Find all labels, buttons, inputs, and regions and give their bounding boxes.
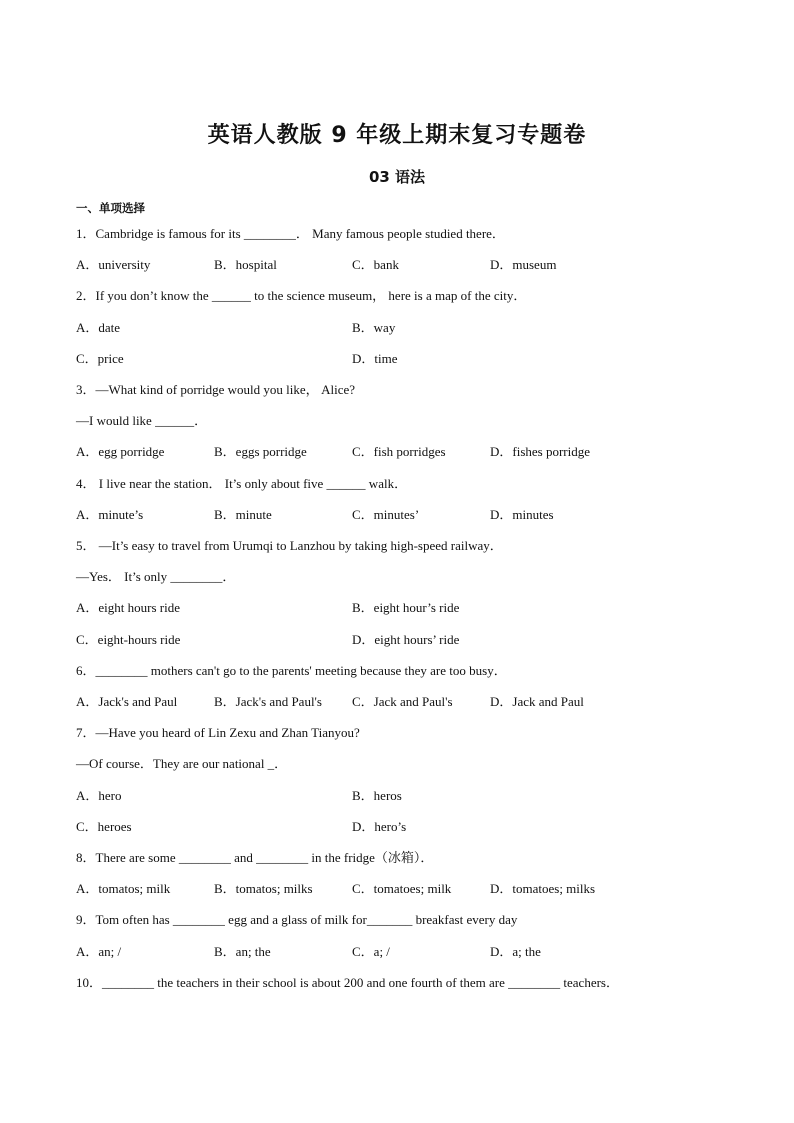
question-6-option-d: D．Jack and Paul — [490, 694, 584, 709]
question-4-stem: 4． I live near the station． It’s only about five ______ walk． — [76, 476, 408, 491]
question-4-option-b: B．minute — [214, 507, 272, 522]
question-9-option-a: A．an; / — [76, 944, 122, 959]
question-8-stem: 8．There are some ________ and ________ in the fridge（冰箱）． — [76, 850, 434, 865]
question-2-option-a: A．date — [76, 320, 121, 335]
question-5-stem: 5． —It’s easy to travel from Urumqi to Lanzhou by taking high-speed railway． — [76, 538, 503, 553]
question-7-stem: 7．—Have you heard of Lin Zexu and Zhan Tianyou? — [76, 725, 360, 740]
question-7-option-c: C．heroes — [76, 819, 132, 834]
question-5-option-a: A．eight hours ride — [76, 600, 180, 615]
question-6-stem: 6．________ mothers can't go to the parents' meeting because they are too busy． — [76, 663, 507, 678]
question-5-reply: —Yes． It’s only ________． — [76, 569, 236, 584]
question-7-option-d: D．hero’s — [352, 819, 407, 834]
question-6-option-c: C．Jack and Paul's — [352, 694, 453, 709]
question-4-option-a: A．minute’s — [76, 507, 144, 522]
question-9-option-d: D．a; the — [490, 944, 541, 959]
question-8-option-a: A．tomatos; milk — [76, 881, 171, 896]
question-6-option-a: A．Jack's and Paul — [76, 694, 178, 709]
question-7-option-a: A．hero — [76, 788, 122, 803]
section-heading: 一、单项选择 — [76, 201, 145, 215]
question-5-option-d: D．eight hours’ ride — [352, 632, 460, 647]
question-2-option-b: B．way — [352, 320, 396, 335]
question-3-option-b: B．eggs porridge — [214, 444, 307, 459]
question-8-option-b: B．tomatos; milks — [214, 881, 313, 896]
question-3-stem: 3．—What kind of porridge would you like， Alice? — [76, 382, 356, 397]
question-6-option-b: B．Jack's and Paul's — [214, 694, 322, 709]
question-9-stem: 9．Tom often has ________ egg and a glass of milk for_______ breakfast every day — [76, 912, 518, 927]
page-title: 英语人教版 9 年级上期末复习专题卷 — [207, 123, 587, 148]
question-5-option-b: B．eight hour’s ride — [352, 600, 460, 615]
question-9-option-b: B．an; the — [214, 944, 271, 959]
question-1-option-c: C．bank — [352, 257, 399, 272]
question-1-option-a: A．university — [76, 257, 151, 272]
page-subtitle: 03 语法 — [368, 168, 426, 186]
question-7-option-b: B．heros — [352, 788, 402, 803]
question-2-stem: 2．If you don’t know the ______ to the science museum， here is a map of the city． — [76, 288, 527, 303]
question-4-option-c: C．minutes’ — [352, 507, 420, 522]
question-2-option-d: D．time — [352, 351, 398, 366]
question-5-option-c: C．eight-hours ride — [76, 632, 181, 647]
question-8-option-c: C．tomatoes; milk — [352, 881, 452, 896]
question-2-option-c: C．price — [76, 351, 124, 366]
question-4-option-d: D．minutes — [490, 507, 554, 522]
question-1-option-d: D．museum — [490, 257, 557, 272]
question-9-option-c: C．a; / — [352, 944, 390, 959]
question-3-option-a: A．egg porridge — [76, 444, 165, 459]
question-8-option-d: D．tomatoes; milks — [490, 881, 596, 896]
question-7-reply: —Of course．They are our national _． — [76, 756, 288, 771]
question-1-stem: 1．Cambridge is famous for its ________． Many famous people studied there． — [76, 226, 505, 241]
question-1-option-b: B．hospital — [214, 257, 277, 272]
question-10-stem: 10．________ the teachers in their school is about 200 and one fourth of them are ________ teachers． — [76, 975, 619, 990]
question-3-option-c: C．fish porridges — [352, 444, 446, 459]
question-3-reply: —I would like ______． — [76, 413, 208, 428]
question-3-option-d: D．fishes porridge — [490, 444, 591, 459]
